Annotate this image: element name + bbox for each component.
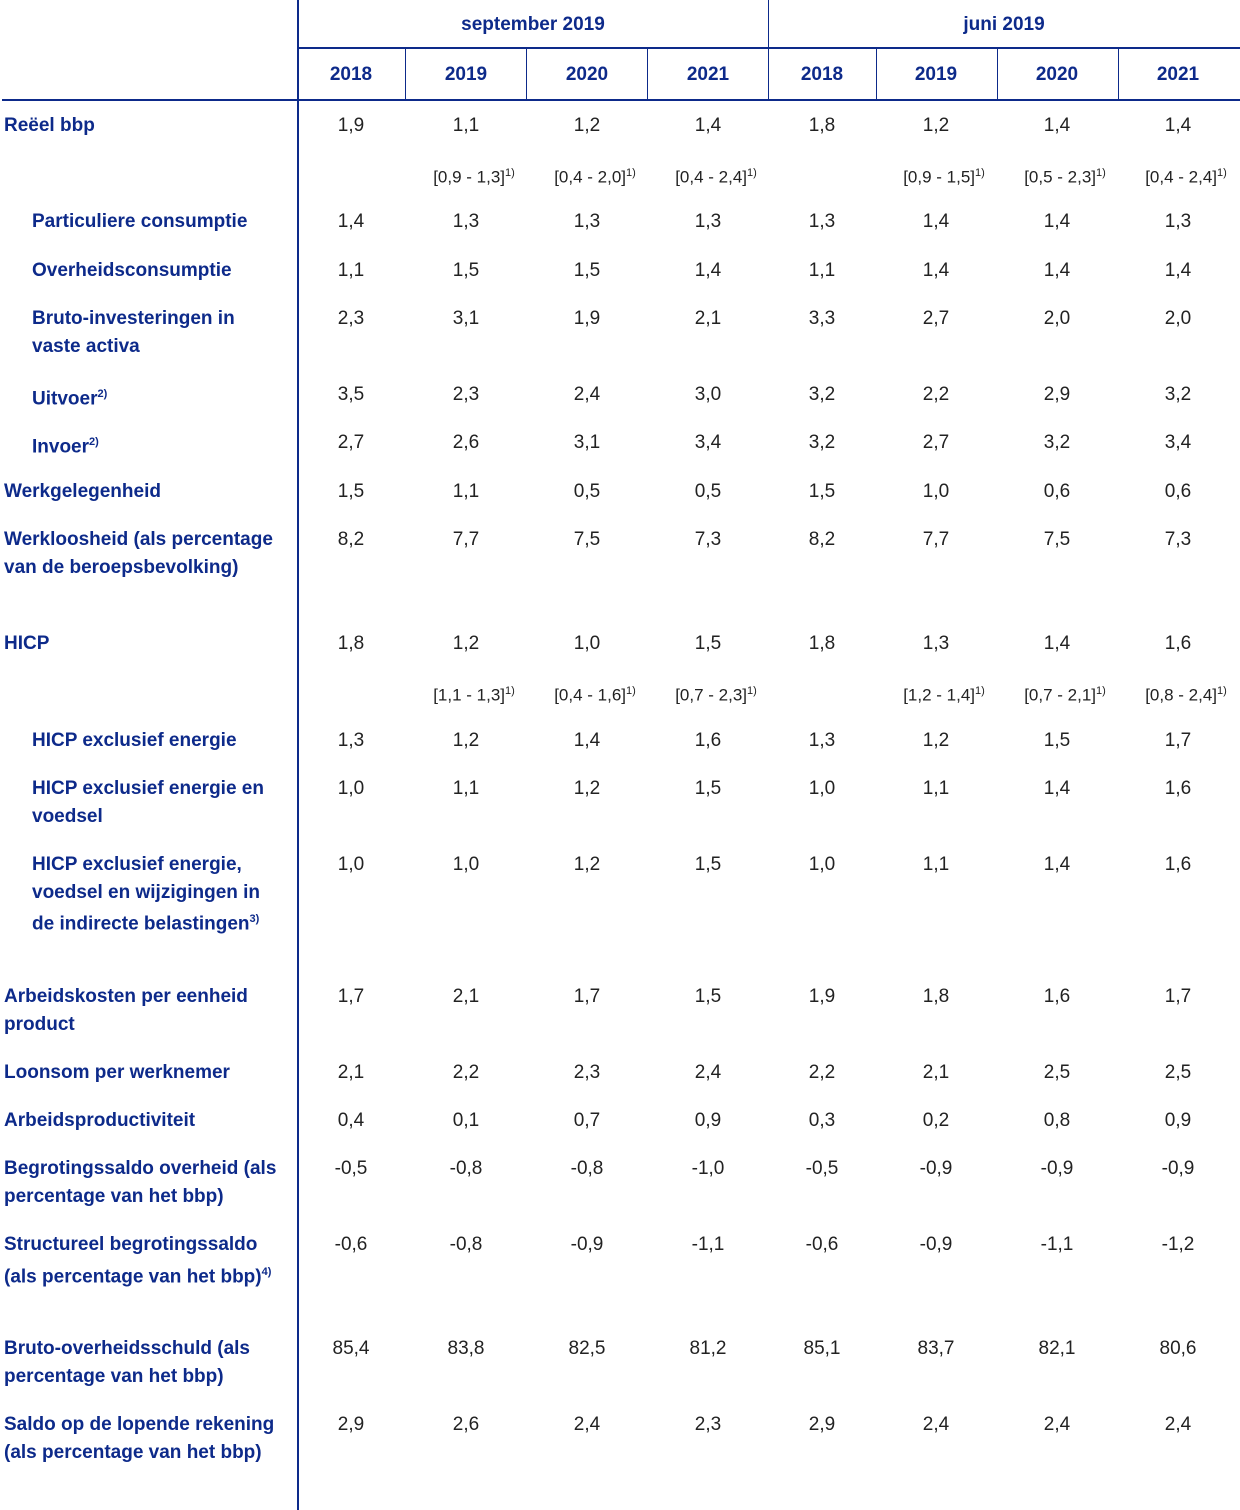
value-cell: -1,1 [691,1234,725,1255]
value-cell: -0,8 [449,1234,483,1255]
value-cell: 0,1 [452,1110,480,1131]
value-cell: 2,2 [922,384,950,405]
value-cell: 2,3 [337,308,365,329]
value-cell: -0,9 [1040,1158,1074,1179]
value-cell: 2,3 [573,1062,601,1083]
value-cell: 80,6 [1159,1338,1197,1359]
row-label [32,727,272,755]
range-text: [0,4 - 2,0] [554,167,627,187]
row-label [32,208,272,236]
value-cell: 2,4 [573,1414,601,1435]
value-cell: 1,4 [1043,115,1071,136]
value-cell: 2,4 [573,384,601,405]
value-cell: 1,4 [1043,633,1071,654]
row-label-text: Structureel begrotingssaldo (als percentage van het bbp) [4,1234,262,1287]
value-cell: -1,1 [1040,1234,1074,1255]
value-cell: 1,4 [1043,260,1071,281]
range-cell [874,678,1014,709]
value-cell: 1,3 [922,633,950,654]
range-text: [1,1 - 1,3] [433,685,506,705]
year-header-sep-2021: 2021 [686,64,730,85]
range-cell [525,160,665,191]
row-label [4,526,294,581]
value-cell: 1,2 [573,854,601,875]
value-cell: 2,7 [337,432,365,453]
value-cell: 85,1 [803,1338,841,1359]
value-cell: 0,4 [337,1110,365,1131]
row-label [4,1411,294,1466]
value-cell: 1,8 [922,986,950,1007]
value-cell: 1,0 [452,854,480,875]
value-cell: 1,0 [337,778,365,799]
footnote-marker: 1) [505,685,515,697]
value-cell: 0,8 [1043,1110,1071,1131]
value-cell: 1,4 [337,211,365,232]
value-cell: -0,6 [334,1234,368,1255]
row-label [4,1155,294,1210]
value-cell: 1,0 [808,854,836,875]
footnote-marker: 1) [1217,167,1227,179]
value-cell: 83,7 [917,1338,955,1359]
value-cell: -0,9 [919,1234,953,1255]
value-cell: 0,5 [694,481,722,502]
row-label [32,775,292,830]
year-header-jun-2019: 2019 [914,64,958,85]
value-cell: 0,6 [1164,481,1192,502]
footnote-marker: 3) [249,913,260,925]
row-label [32,429,272,461]
value-cell: 8,2 [808,529,836,550]
value-cell: 85,4 [332,1338,370,1359]
year-header-divider [526,49,527,100]
range-text: [0,4 - 2,4] [1145,167,1218,187]
footnote-marker: 2) [89,436,99,448]
value-cell: 1,1 [452,115,480,136]
group-header-underline [298,47,1240,49]
value-cell: 3,1 [452,308,480,329]
range-cell [995,678,1135,709]
value-cell: 3,3 [808,308,836,329]
value-cell: 1,5 [573,260,601,281]
value-cell: 81,2 [689,1338,727,1359]
value-cell: 0,3 [808,1110,836,1131]
value-cell: 2,2 [452,1062,480,1083]
value-cell: 7,3 [1164,529,1192,550]
value-cell: 2,9 [337,1414,365,1435]
value-cell: 8,2 [337,529,365,550]
footnote-marker: 1) [1096,167,1106,179]
value-cell: 1,6 [694,730,722,751]
row-label [32,305,272,360]
value-cell: 2,7 [922,308,950,329]
value-cell: 1,8 [808,115,836,136]
value-cell: 3,2 [1043,432,1071,453]
value-cell: 1,3 [808,730,836,751]
value-cell: 1,1 [922,778,950,799]
value-cell: 1,5 [337,481,365,502]
value-cell: 1,5 [694,854,722,875]
footnote-marker: 1) [626,685,636,697]
value-cell: 2,1 [337,1062,365,1083]
range-text: [0,8 - 2,4] [1145,685,1218,705]
value-cell: 82,5 [568,1338,606,1359]
row-label [4,1059,294,1087]
range-cell [874,160,1014,191]
value-cell: 7,7 [922,529,950,550]
value-cell: 0,5 [573,481,601,502]
row-label [32,381,272,413]
value-cell: 1,9 [337,115,365,136]
value-cell: 1,4 [1043,854,1071,875]
year-header-sep-2019: 2019 [444,64,488,85]
value-cell: 1,5 [452,260,480,281]
range-text: [0,9 - 1,5] [903,167,976,187]
row-label [32,257,272,285]
range-cell [646,160,786,191]
value-cell: 1,4 [922,211,950,232]
value-cell: 3,0 [694,384,722,405]
range-text: [0,4 - 2,4] [675,167,748,187]
value-cell: 1,4 [573,730,601,751]
value-cell: 1,6 [1164,633,1192,654]
range-text: [0,7 - 2,1] [1024,685,1097,705]
value-cell: 2,9 [808,1414,836,1435]
value-cell: 2,1 [694,308,722,329]
value-cell: -0,6 [805,1234,839,1255]
value-cell: 2,6 [452,1414,480,1435]
value-cell: 3,4 [1164,432,1192,453]
row-label [4,630,294,658]
row-label-text: Bruto-overheidsschuld (als percentage van het bbp) [4,1338,250,1387]
value-cell: 1,7 [573,986,601,1007]
value-cell: -0,8 [449,1158,483,1179]
value-cell: 1,0 [808,778,836,799]
value-cell: 1,4 [922,260,950,281]
row-label-text: HICP exclusief energie en voedsel [32,778,264,827]
year-header-divider [647,49,648,100]
footnote-marker: 1) [1217,685,1227,697]
range-cell [404,678,544,709]
range-cell [646,678,786,709]
row-label [4,1231,294,1290]
row-label-text: Werkloosheid (als percentage van de beroepsbevolking) [4,529,273,578]
value-cell: 1,4 [1043,778,1071,799]
value-cell: 3,2 [808,432,836,453]
range-text: [0,4 - 1,6] [554,685,627,705]
group-header-juni-2019: juni 2019 [963,14,1045,35]
value-cell: 1,4 [1164,115,1192,136]
value-cell: 1,4 [1164,260,1192,281]
year-header-jun-2020: 2020 [1035,64,1079,85]
footnote-marker: 1) [626,167,636,179]
value-cell: 2,4 [694,1062,722,1083]
value-cell: 1,6 [1164,854,1192,875]
value-cell: 2,9 [1043,384,1071,405]
value-cell: 3,5 [337,384,365,405]
year-header-divider [876,49,877,100]
value-cell: 1,6 [1164,778,1192,799]
value-cell: 7,3 [694,529,722,550]
value-cell: 1,1 [808,260,836,281]
range-cell [995,160,1135,191]
value-cell: 1,2 [573,778,601,799]
value-cell: -1,2 [1161,1234,1195,1255]
value-cell: -0,9 [919,1158,953,1179]
value-cell: 1,2 [573,115,601,136]
value-cell: 0,2 [922,1110,950,1131]
year-header-divider [768,49,769,100]
footnote-marker: 2) [97,388,108,400]
value-cell: 1,1 [922,854,950,875]
value-cell: 1,1 [452,481,480,502]
footnote-marker: 4) [261,1265,272,1278]
footnote-marker: 1) [747,167,757,179]
value-cell: 2,2 [808,1062,836,1083]
row-label-text: Saldo op de lopende rekening (als percentage van het bbp) [4,1414,275,1463]
range-text: [1,2 - 1,4] [903,685,976,705]
value-cell: 1,4 [1043,211,1071,232]
value-cell: 2,5 [1164,1062,1192,1083]
footnote-marker: 1) [1096,685,1106,697]
value-cell: 1,3 [573,211,601,232]
range-text: [0,7 - 2,3] [675,685,748,705]
row-label-text: Particuliere consumptie [32,211,248,232]
value-cell: 1,6 [1043,986,1071,1007]
range-cell [1116,678,1240,709]
row-label [32,851,272,938]
value-cell: 3,2 [1164,384,1192,405]
value-cell: 1,9 [573,308,601,329]
value-cell: 1,3 [1164,211,1192,232]
value-cell: 7,7 [452,529,480,550]
value-cell: 1,3 [808,211,836,232]
value-cell: 2,4 [1164,1414,1192,1435]
value-cell: 1,8 [337,633,365,654]
value-cell: 1,2 [452,730,480,751]
value-cell: 0,9 [1164,1110,1192,1131]
value-cell: -0,9 [570,1234,604,1255]
value-cell: 3,2 [808,384,836,405]
value-cell: 1,9 [808,986,836,1007]
value-cell: 2,3 [452,384,480,405]
year-header-jun-2018: 2018 [800,64,844,85]
value-cell: 1,7 [1164,730,1192,751]
range-text: [0,5 - 2,3] [1024,167,1097,187]
value-cell: 3,4 [694,432,722,453]
value-cell: 1,2 [922,730,950,751]
value-cell: 2,5 [1043,1062,1071,1083]
row-label [4,112,294,140]
value-cell: 1,3 [694,211,722,232]
value-cell: 1,5 [694,986,722,1007]
row-label-text: Bruto-investeringen in vaste activa [32,308,235,357]
footnote-marker: 1) [747,685,757,697]
value-cell: 82,1 [1038,1338,1076,1359]
group-divider [768,0,769,48]
row-label-text: Begrotingssaldo overheid (als percentage van het bbp) [4,1158,277,1207]
value-cell: 1,4 [694,260,722,281]
footnote-marker: 1) [505,167,515,179]
value-cell: 2,3 [694,1414,722,1435]
value-cell: 1,2 [452,633,480,654]
range-text: [0,9 - 1,3] [433,167,506,187]
range-cell [404,160,544,191]
value-cell: -0,9 [1161,1158,1195,1179]
row-label [4,478,294,506]
value-cell: 7,5 [1043,529,1071,550]
row-label-text: HICP [4,633,50,654]
row-label-text: HICP exclusief energie, voedsel en wijzigingen in de indirecte belastingen [32,854,261,935]
row-label-text: Loonsom per werknemer [4,1062,230,1083]
value-cell: 1,7 [1164,986,1192,1007]
value-cell: 0,7 [573,1110,601,1131]
year-header-sep-2018: 2018 [329,64,373,85]
row-label-text: Reëel bbp [4,115,95,136]
footnote-marker: 1) [975,167,985,179]
row-label-text: HICP exclusief energie [32,730,237,751]
group-header-september-2019: september 2019 [461,14,605,35]
value-cell: 2,0 [1043,308,1071,329]
row-label-text: Invoer [32,436,90,458]
value-cell: 1,5 [808,481,836,502]
value-cell: 1,0 [573,633,601,654]
value-cell: 1,7 [337,986,365,1007]
header-bottom-rule [2,99,1240,101]
value-cell: 0,6 [1043,481,1071,502]
range-cell [1116,160,1240,191]
value-cell: 1,0 [337,854,365,875]
footnote-marker: 1) [975,685,985,697]
value-cell: 1,5 [694,633,722,654]
value-cell: -0,8 [570,1158,604,1179]
value-cell: 0,9 [694,1110,722,1131]
value-cell: 83,8 [447,1338,485,1359]
value-cell: 7,5 [573,529,601,550]
year-header-divider [405,49,406,100]
year-header-sep-2020: 2020 [565,64,609,85]
value-cell: 1,0 [922,481,950,502]
value-cell: 2,4 [922,1414,950,1435]
year-header-jun-2021: 2021 [1156,64,1200,85]
value-cell: 1,3 [337,730,365,751]
row-label-text: Overheidsconsumptie [32,260,232,281]
row-label-text: Werkgelegenheid [4,481,161,502]
value-cell: 2,0 [1164,308,1192,329]
value-cell: 1,2 [922,115,950,136]
row-label [4,983,294,1038]
row-label [4,1335,294,1390]
value-cell: -1,0 [691,1158,725,1179]
row-label-text: Uitvoer [32,388,98,410]
value-cell: 1,5 [694,778,722,799]
value-cell: 3,1 [573,432,601,453]
value-cell: 2,7 [922,432,950,453]
year-header-divider [997,49,998,100]
value-cell: 2,1 [922,1062,950,1083]
value-cell: 2,6 [452,432,480,453]
value-cell: -0,5 [334,1158,368,1179]
row-label-text: Arbeidskosten per eenheid product [4,986,248,1035]
year-header-divider [1118,49,1119,100]
range-cell [525,678,665,709]
value-cell: 1,1 [452,778,480,799]
value-cell: 1,8 [808,633,836,654]
value-cell: 1,1 [337,260,365,281]
row-label [4,1107,294,1135]
value-cell: 1,5 [1043,730,1071,751]
row-label-text: Arbeidsproductiviteit [4,1110,196,1131]
value-cell: 1,3 [452,211,480,232]
value-cell: 1,4 [694,115,722,136]
value-cell: 2,4 [1043,1414,1071,1435]
value-cell: 2,1 [452,986,480,1007]
value-cell: -0,5 [805,1158,839,1179]
